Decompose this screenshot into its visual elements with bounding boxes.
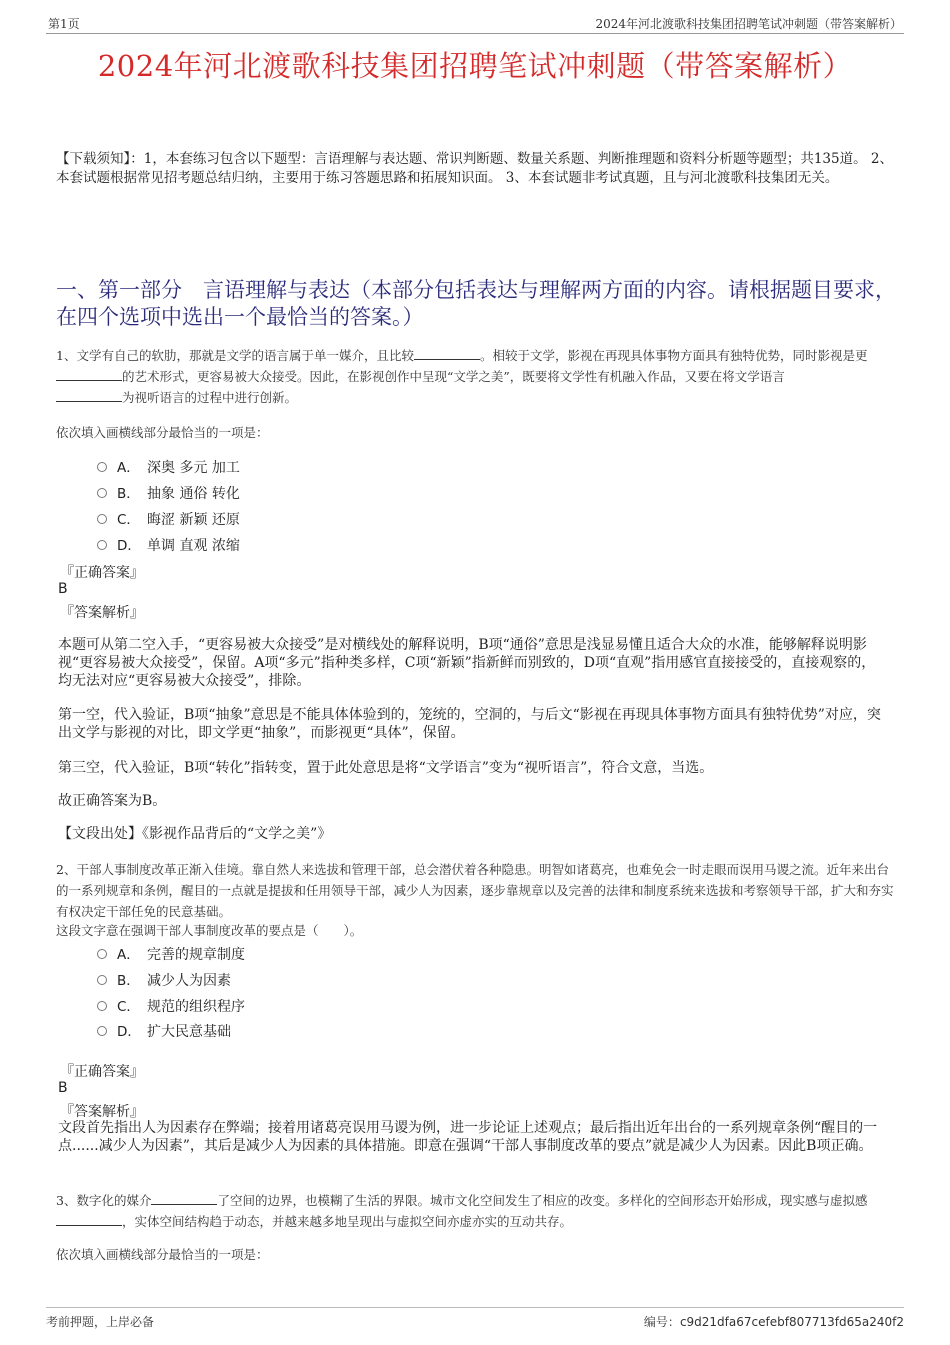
q2-option-b[interactable]: B． 减少人为因素 <box>97 969 231 989</box>
q1-option-a[interactable]: A． 深奥 多元 加工 <box>97 456 240 476</box>
blank-1 <box>151 1192 217 1205</box>
radio-icon[interactable] <box>97 540 107 550</box>
question-1-text: 1、文学有自己的软肋，那就是文学的语言属于单一媒介，且比较 。相较于文学，影视在再现具体事物方面具有独特优势，同时影视是更的艺术形式，更容易被大众接受。因此，在影视创作中呈现“文学之美”，既要将文学性有机融入作品，又要在将文学语言 为视听语言的过程中进行创新。 <box>56 348 868 405</box>
q2-option-d[interactable]: D． 扩大民意基础 <box>97 1020 231 1040</box>
q1-analysis-4: 故正确答案为B。 <box>58 793 167 809</box>
blank-3 <box>56 389 122 402</box>
radio-icon[interactable] <box>97 488 107 498</box>
blank-2 <box>56 1213 122 1226</box>
q2-analysis-label: 『答案解析』 <box>60 1104 144 1120</box>
radio-icon[interactable] <box>97 514 107 524</box>
header-doc-title: 2024年河北渡歌科技集团招聘笔试冲刺题（带答案解析） <box>595 17 902 31</box>
radio-icon[interactable] <box>97 975 107 985</box>
q1-analysis-label: 『答案解析』 <box>60 605 144 621</box>
footer-code: 编号：c9d21dfa67cefebf807713fd65a240f2 <box>643 1315 904 1329</box>
radio-icon[interactable] <box>97 1001 107 1011</box>
page-title: 2024年河北渡歌科技集团招聘笔试冲刺题（带答案解析） <box>97 49 853 83</box>
page-number: 第1页 <box>48 17 80 31</box>
q2-option-c[interactable]: C． 规范的组织程序 <box>97 995 245 1015</box>
blank-2 <box>56 368 122 381</box>
q1-analysis-2: 第一空，代入验证，B项“抽象”意思是不能具体体验到的，笼统的，空洞的，与后文“影视在再现具体事物方面具有独特优势”对应，突出文学与影视的对比，即文学更“抽象”，而影视更“具体”，保留。 <box>58 707 881 741</box>
question-1-prompt: 依次填入画横线部分最恰当的一项是： <box>56 425 269 440</box>
download-notice: 【下载须知】：1，本套练习包含以下题型：言语理解与表达题、常识判断题、数量关系题、判断推理题和资料分析题等题型；共135道。 2、本套试题根据常见招考题总结归纳，主要用于练习答题思路和拓展知识面。 3、本套试题非考试真题，且与河北渡歌科技集团无关。 <box>56 151 893 186</box>
radio-icon[interactable] <box>97 1026 107 1036</box>
q2-answer: B <box>58 1080 68 1096</box>
question-2-text: 2、干部人事制度改革正渐入佳境。靠自然人来选拔和管理干部，总会潜伏着各种隐患。明智如诸葛亮，也难免会一时走眼而误用马谡之流。近年来出台的一系列规章和条例，醒目的一点就是提拔和任用领导干部，减少人为因素，逐步靠规章以及完善的法律和制度系统来选拔和考察领导干部，扩大和夯实有权决定干部任免的民意基础。 <box>56 862 894 919</box>
q2-analysis: 文段首先指出人为因素存在弊端；接着用诸葛亮误用马谡为例，进一步论证上述观点；最后指出近年出台的一系列规章条例“醒目的一点......减少人为因素”，其后是减少人为因素的具体措施。即意在强调“干部人事制度改革的要点”就是减少人为因素。因此B项正确。 <box>58 1120 878 1154</box>
q2-option-a[interactable]: A． 完善的规章制度 <box>97 943 245 963</box>
q1-option-c[interactable]: C． 晦涩 新颖 还原 <box>97 508 240 528</box>
question-2-prompt: 这段文字意在强调干部人事制度改革的要点是（ ）。 <box>56 923 363 938</box>
q1-answer: B <box>58 581 68 597</box>
q1-answer-label: 『正确答案』 <box>60 565 144 581</box>
question-3-text: 3、数字化的媒介 了空间的边界，也模糊了生活的界限。城市文化空间发生了相应的改变。多样化的空间形态开始形成，现实感与虚拟感，实体空间结构趋于动态，并越来越多地呈现出与虚拟空间亦虚亦实的互动共存。 <box>56 1193 868 1229</box>
radio-icon[interactable] <box>97 462 107 472</box>
q2-answer-label: 『正确答案』 <box>60 1064 144 1080</box>
q1-option-b[interactable]: B． 抽象 通俗 转化 <box>97 482 240 502</box>
q1-source: 【文段出处】《影视作品背后的“文学之美”》 <box>58 826 332 842</box>
footer-divider <box>46 1307 904 1308</box>
question-3-prompt: 依次填入画横线部分最恰当的一项是： <box>56 1247 269 1262</box>
radio-icon[interactable] <box>97 949 107 959</box>
page-header <box>46 13 904 34</box>
footer-slogan: 考前押题，上岸必备 <box>46 1315 155 1329</box>
section-heading: 一、第一部分 言语理解与表达（本部分包括表达与理解两方面的内容。请根据题目要求，在四个选项中选出一个最恰当的答案。） <box>56 278 896 329</box>
q1-option-d[interactable]: D． 单调 直观 浓缩 <box>97 534 240 554</box>
q1-analysis-1: 本题可从第二空入手，“更容易被大众接受”是对横线处的解释说明，B项“通俗”意思是浅显易懂且适合大众的水准，能够解释说明影视“更容易被大众接受”，保留。A项“多元”指种类多样，C项“新颖”指新鲜而别致的，D项“直观”指用感官直接接受的，直接观察的，均无法对应“更容易被大众接受”，排除。 <box>58 637 876 689</box>
blank-1 <box>414 347 480 360</box>
q1-analysis-3: 第三空，代入验证，B项“转化”指转变，置于此处意思是将“文学语言”变为“视听语言”，符合文意，当选。 <box>58 760 714 776</box>
